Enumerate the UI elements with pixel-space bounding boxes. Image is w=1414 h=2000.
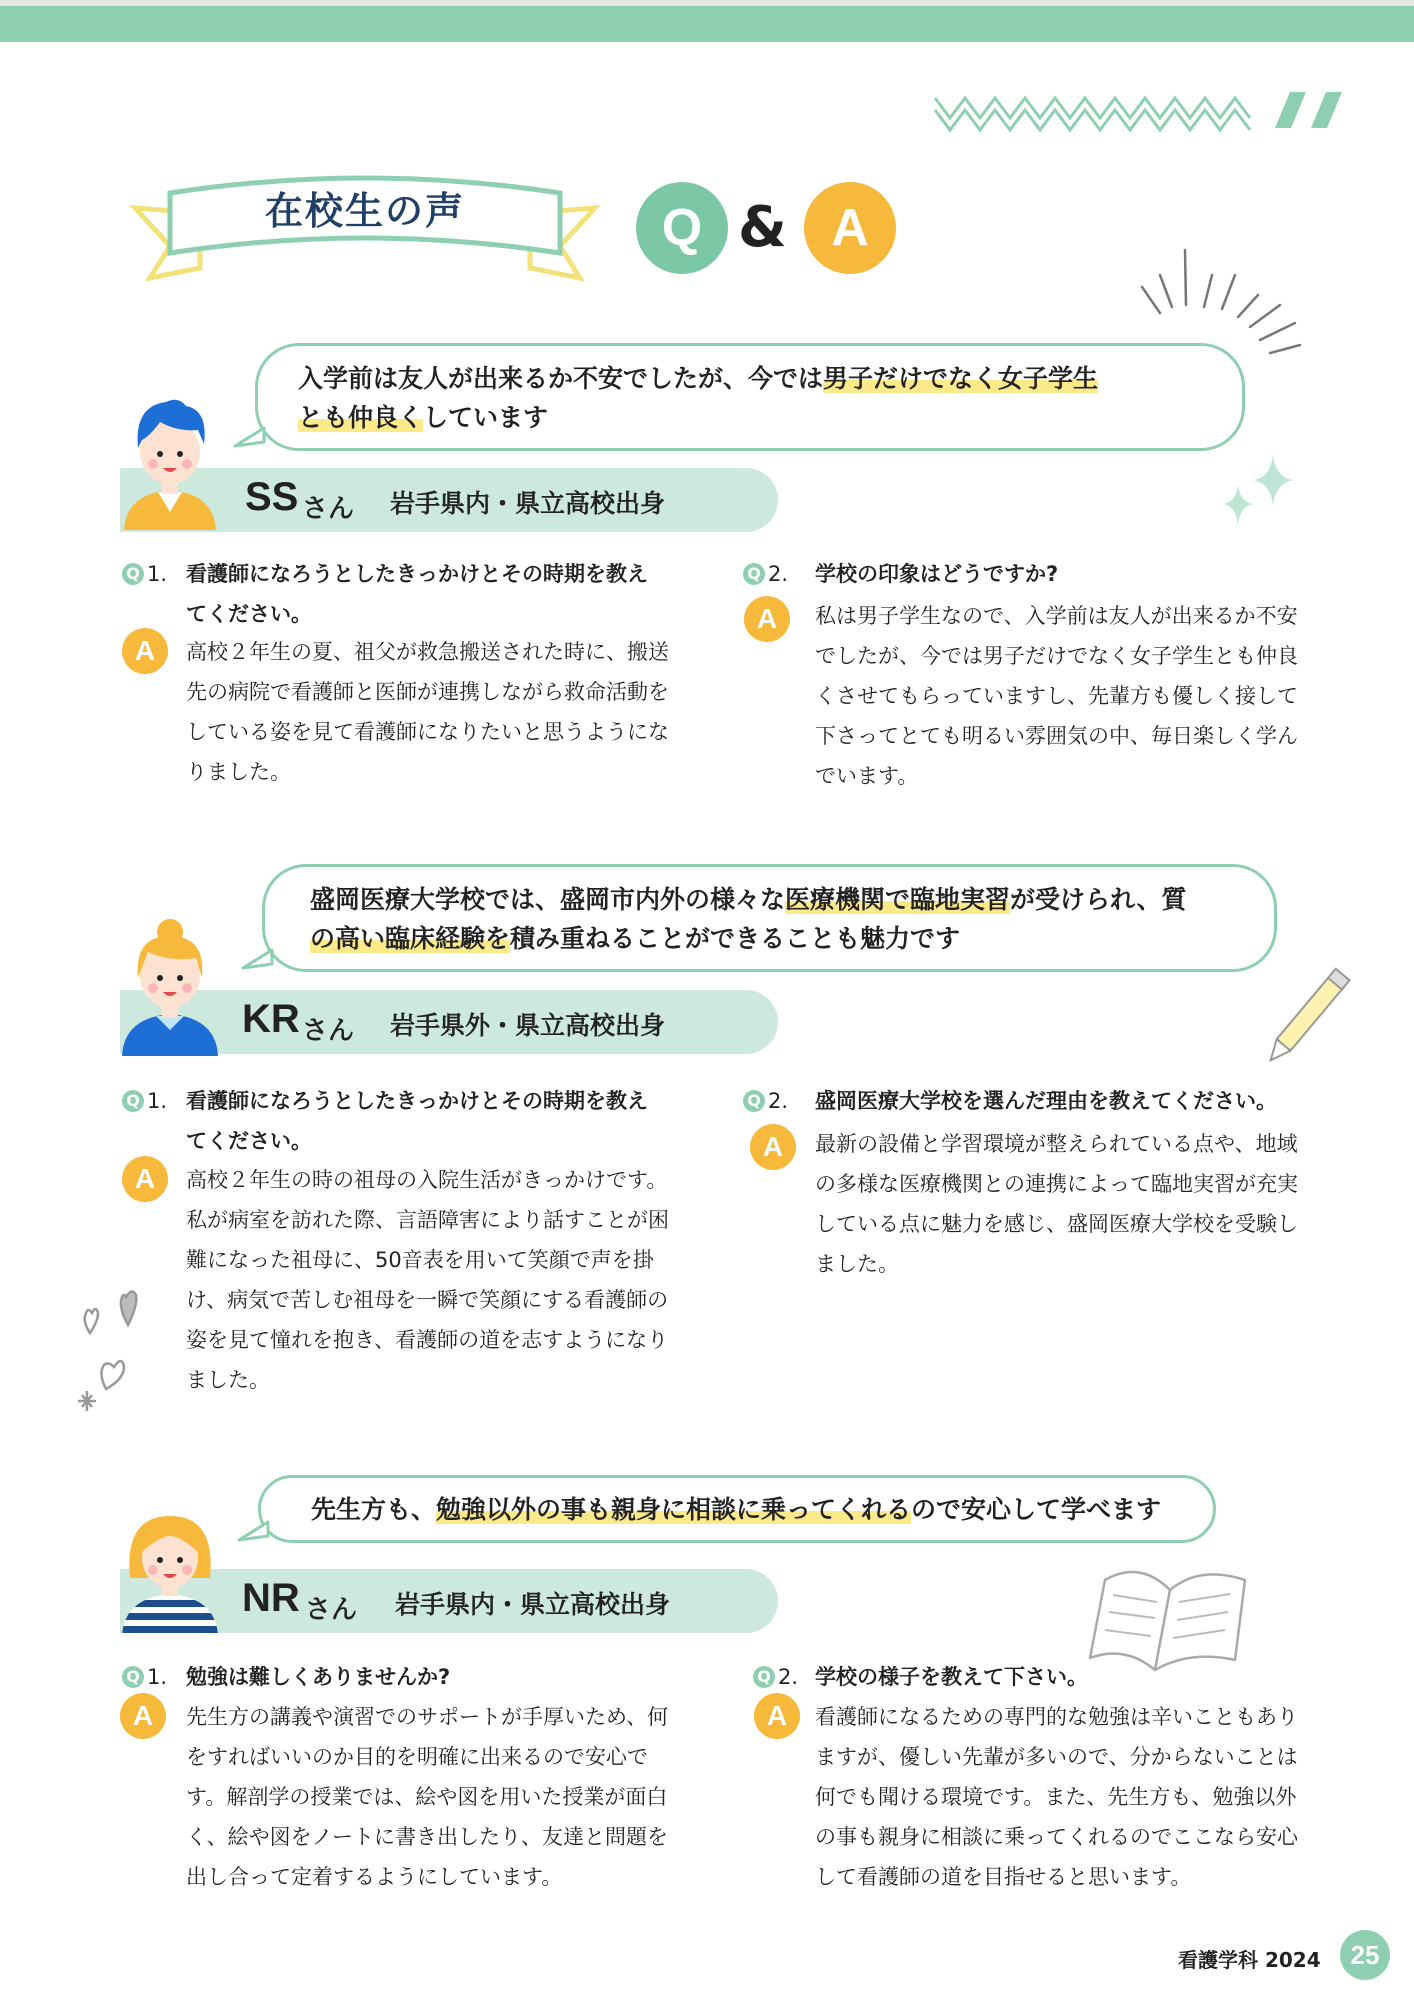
question-line: てください。	[186, 1129, 312, 1153]
bubble-tail-icon	[232, 424, 267, 450]
question-1-kr	[122, 1081, 682, 1153]
question-line: てください。	[186, 602, 312, 626]
q-mark-icon: Q	[743, 1090, 765, 1112]
bubble-tail-icon	[236, 1518, 271, 1544]
bubble-tail-icon	[240, 946, 275, 972]
quote-text: ので安心して学べます	[911, 1495, 1162, 1524]
a-mark-icon: A	[744, 596, 790, 642]
question-number: 2.	[768, 562, 789, 586]
question-line: 看護師になろうとしたきっかけとその時期を教え	[186, 1089, 648, 1113]
question-number: 1.	[147, 562, 168, 586]
quote-bubble-nr	[258, 1475, 1216, 1543]
quote-highlight: 男子だけでなく女子学生	[823, 364, 1099, 393]
quote-line-1	[298, 359, 1202, 398]
a-mark-icon: A	[122, 1156, 168, 1202]
a-mark-icon: A	[122, 628, 168, 674]
question-text: 学校の様子を教えて下さい。	[815, 1665, 1088, 1689]
a-mark-icon: A	[120, 1693, 166, 1739]
quote-line-2	[310, 919, 1229, 958]
quote-highlight: とも仲良く	[298, 403, 424, 432]
q-badge: Q	[636, 182, 728, 274]
student-initials: SS	[245, 475, 299, 519]
zigzag-decoration	[930, 88, 1350, 134]
quote-line-1	[310, 880, 1229, 919]
question-number: 2.	[768, 1089, 789, 1113]
quote-bubble-ss	[255, 343, 1245, 451]
quote-text: 積み重ねることができることも魅力です	[510, 924, 961, 953]
quote-text: 入学前は友人が出来るか不安でしたが、今では	[298, 364, 824, 393]
hearts-doodle-icon	[70, 1285, 160, 1415]
q-mark-icon: Q	[743, 563, 765, 585]
student-origin: 岩手県外・県立高校出身	[390, 1011, 666, 1040]
a-badge: A	[804, 182, 896, 274]
question-2-ss	[743, 554, 1303, 594]
avatar-boy-icon	[120, 396, 220, 530]
question-line: 看護師になろうとしたきっかけとその時期を教え	[186, 562, 648, 586]
student-origin: 岩手県内・県立高校出身	[390, 489, 666, 518]
answer-1-ss: 高校２年生の夏、祖父が救急搬送された時に、搬送先の病院で看護師と医師が連携しながら救命活動をしている姿を見て看護師になりたいと思うようになりました。	[186, 640, 669, 784]
quote-text: 先生方も、	[311, 1495, 437, 1524]
question-text: 学校の印象はどうですか?	[815, 562, 1059, 586]
honorific: さん	[302, 1016, 355, 1046]
a-mark-icon: A	[754, 1693, 800, 1739]
student-origin: 岩手県内・県立高校出身	[395, 1590, 671, 1619]
answer-1-kr: 高校２年生の時の祖母の入院生活がきっかけです。私が病室を訪れた際、言語障害により話すことが困難になった祖母に、50音表を用いて笑顔で声を掛け、病気で苦しむ祖母を一瞬で笑顔にする看護師の姿を見て憧れを抱き、看護師の道を志すようになりました。	[186, 1168, 669, 1392]
student-initials: KR	[242, 997, 300, 1041]
question-2-nr	[753, 1657, 1313, 1697]
student-initials: NR	[242, 1576, 300, 1620]
quote-line-1	[311, 1490, 1163, 1529]
honorific: さん	[302, 494, 355, 524]
q-mark-icon: Q	[122, 1666, 144, 1688]
q-mark-icon: Q	[122, 563, 144, 585]
question-text	[186, 1081, 726, 1161]
a-mark-icon: A	[750, 1124, 796, 1170]
quote-text: しています	[423, 403, 549, 432]
quote-highlight: の高い臨床経験を	[310, 924, 511, 953]
avatar-girl-icon	[120, 918, 220, 1056]
question-text: 盛岡医療大学校を選んだ理由を教えてください。	[815, 1089, 1277, 1113]
question-2-kr	[743, 1081, 1343, 1121]
sparkle-icon	[1218, 450, 1298, 535]
ampersand: &	[738, 195, 787, 260]
question-text: 勉強は難しくありませんか?	[186, 1665, 451, 1689]
page-title: 在校生の声	[264, 189, 465, 233]
answer-2-nr: 看護師になるための専門的な勉強は辛いこともありますが、優しい先輩が多いので、分からないことは何でも聞ける環境です。また、先生方も、勉強以外の事も親身に相談に乗ってくれるのでここなら安心して看護師の道を目指せると思います。	[815, 1705, 1298, 1889]
answer-1-nr: 先生方の講義や演習でのサポートが手厚いため、何をすればいいのか目的を明確に出来るので安心です。解剖学の授業では、絵や図を用いた授業が面白く、絵や図をノートに書き出したり、友達と問題を出し合って定着するようにしています。	[186, 1705, 669, 1889]
footer-label: 看護学科 2024	[1178, 1948, 1321, 1972]
quote-text: が受けられ、質	[1010, 885, 1187, 914]
answer-2-kr: 最新の設備と学習環境が整えられている点や、地域の多様な医療機関との連携によって臨地実習が充実している点に魅力を感じ、盛岡医療大学校を受験しました。	[815, 1132, 1298, 1276]
quote-bubble-kr	[262, 864, 1277, 972]
question-1-ss	[122, 554, 682, 626]
pencil-icon	[1250, 945, 1370, 1085]
honorific: さん	[305, 1595, 358, 1625]
avatar-girl-striped-icon	[120, 1512, 220, 1636]
question-number: 1.	[147, 1089, 168, 1113]
top-stripe	[0, 0, 1414, 42]
quote-text: 盛岡医療大学校では、盛岡市内外の様々な	[310, 885, 786, 914]
question-1-nr	[122, 1657, 682, 1697]
quote-line-2	[298, 398, 1202, 437]
q-mark-icon: Q	[122, 1090, 144, 1112]
q-mark-icon: Q	[753, 1666, 775, 1688]
question-number: 2.	[778, 1665, 799, 1689]
quote-highlight: 医療機関で臨地実習	[785, 885, 1011, 914]
question-number: 1.	[147, 1665, 168, 1689]
question-text	[186, 554, 726, 634]
quote-highlight: 勉強以外の事も親身に相談に乗ってくれる	[436, 1495, 912, 1524]
answer-2-ss: 私は男子学生なので、入学前は友人が出来るか不安でしたが、今では男子だけでなく女子学生とも仲良くさせてもらっていますし、先輩方も優しく接して下さってとても明るい雰囲気の中、毎日楽しく学んでいます。	[815, 604, 1298, 788]
page-number: 25	[1340, 1930, 1390, 1980]
